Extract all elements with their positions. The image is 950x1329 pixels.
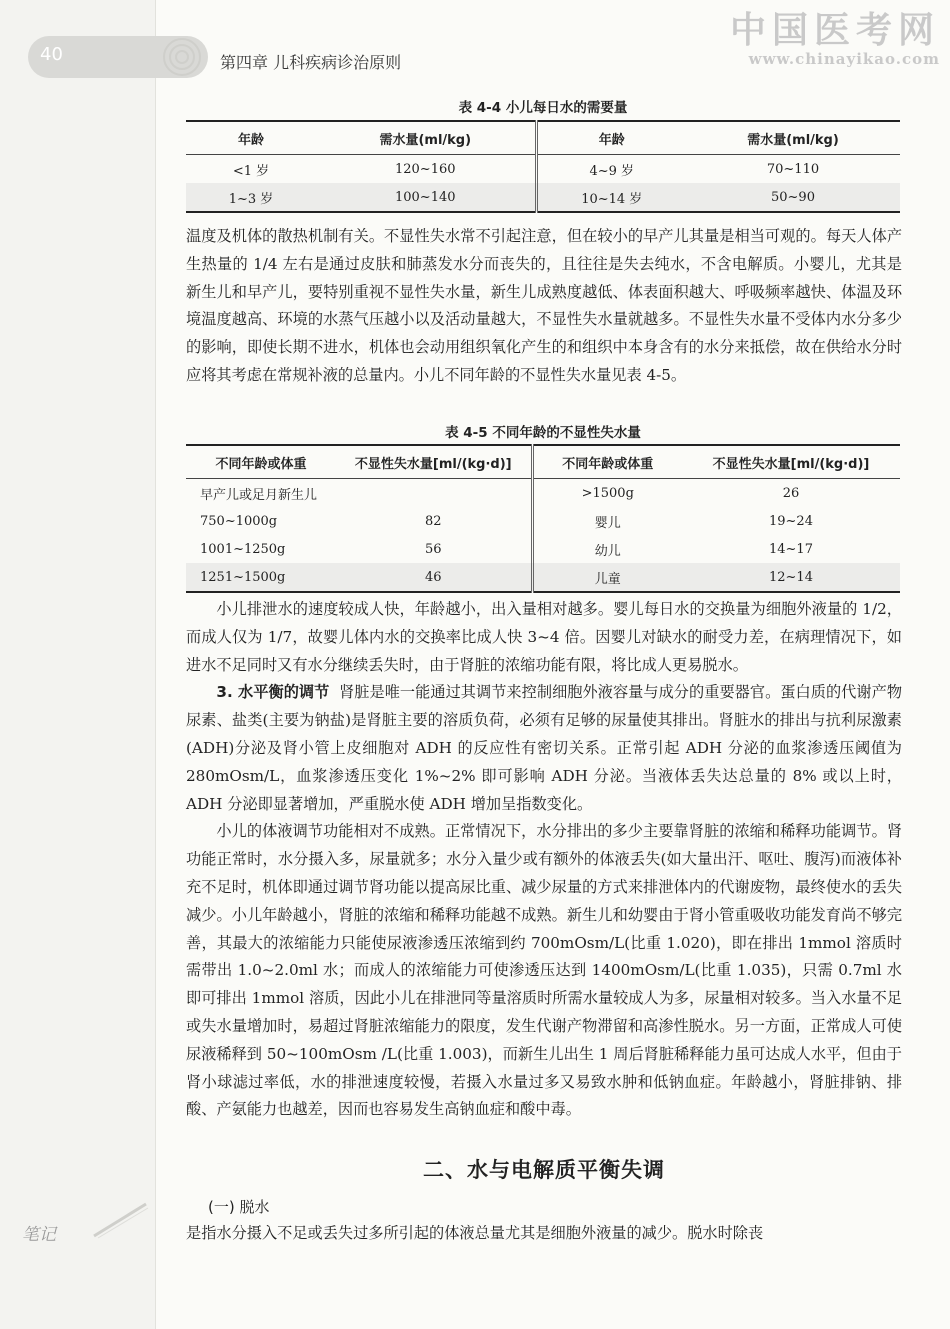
table-cell: 12~14 [682,563,900,592]
notes-margin [0,0,156,1329]
body-paragraph-block-3 [186,1220,902,1248]
body-paragraph-block-1 [186,223,902,390]
table-cell [336,479,532,508]
table-cell: 1001~1250g [200,541,286,557]
table-cell: >1500g [532,479,682,508]
header-cell: 不同年龄或体重 [186,445,336,479]
table-header-row [186,445,900,479]
table-cell: <1 岁 [232,163,270,179]
table-cell: 19~24 [769,513,813,529]
watermark-chinese: 中国医考网 [729,9,940,51]
header-cell: 不显性失水量[ml/(kg·d)] [336,445,532,479]
header-cell: 年龄 [536,121,686,155]
header-cell: 年龄 [186,121,316,155]
table-cell: 婴儿 [532,507,682,535]
header-cell: 不同年龄或体重 [532,445,682,479]
table-cell: 70~110 [766,161,820,177]
table-cell: 750~1000g [200,513,278,529]
table-cell: 46 [336,563,532,592]
paragraph-water-balance [186,679,902,818]
watermark-url: www.chinayikao.com [748,50,940,68]
table-cell: 82 [424,513,442,529]
header-cell: 需水量(ml/kg) [686,121,900,155]
table-row [186,507,900,535]
table-cell: 1~3 岁 [186,183,316,212]
body-paragraph-block-2 [186,596,902,1124]
paragraph-body: 肾脏是唯一能通过其调节来控制细胞外液容量与成分的重要器官。蛋白质的代谢产物尿素、盐类(主要为钠盐)是肾脏主要的溶质负荷，必须有足够的尿量使其排出。肾脏水的排出与抗利尿激素(ADH)分泌及肾小管上皮细胞对 ADH 的反应性有密切关系。正常引起 ADH 分泌的血浆渗透压阈值为 280mOsm/L，血浆渗透压变化 1%~2% 即可影响 ADH 分泌。当液体丢失达总量的 8% 或以上时，ADH 分泌即显著增加，严重脱水使 ADH 增加呈指数变化。 [186,683,903,813]
paragraph: 是指水分摄入不足或丢失过多所引起的体液总量尤其是细胞外液量的减少。脱水时除丧 [186,1224,764,1242]
header-cell: 不显性失水量[ml/(kg·d)] [682,445,900,479]
margin-notes-label: 笔记 [22,1225,56,1245]
table-cell: 4~9 岁 [536,155,686,184]
table-cell: 56 [424,541,442,557]
table-cell: 120~160 [394,161,456,177]
table-cell: 100~140 [316,183,536,212]
table-cell: 儿童 [532,563,682,592]
paragraph: 小儿的体液调节功能相对不成熟。正常情况下，水分排出的多少主要靠肾脏的浓缩和稀释功能调节。肾功能正常时，水分摄入多，尿量就多；水分入量少或有额外的体液丢失(如大量出汗、呕吐、腹泻)而液体补充不足时，机体即通过调节肾功能以提高尿比重、减少尿量的方式来排泄体内的代谢废物，最终使水的丢失减少。小儿年龄越小，肾脏的浓缩和稀释功能越不成熟。新生儿和幼婴由于肾小管重吸收功能发育尚不够完善，其最大的浓缩能力只能使尿液渗透压浓缩到约 700mOsm/L(比重 1.020)，即在排出 1mmol 溶质时需带出 1.0~2.0ml 水；而成人的浓缩能力可使渗透压达到 1400mOsm/L(比重 1.035)，只需 0.7ml 水即可排出 1mmol 溶质，因此小儿在排泄同等量溶质时所需水量较成人为多，尿量相对较多。当入水量不足或失水量增加时，易超过肾脏浓缩能力的限度，发生代谢产物滞留和高渗性脱水。另一方面，正常成人可使尿液稀释到 50~100mOsm /L(比重 1.003)，而新生儿出生 1 周后肾脏稀释能力虽可达成人水平，但由于肾小球滤过率低，水的排泄速度较慢，若摄入水量过多又易致水肿和低钠血症。年龄越小，肾脏排钠、排酸、产氨能力也越差，因而也容易发生高钠血症和酸中毒。 [186,822,902,1119]
paragraph: 小儿排泄水的速度较成人快，年龄越小，出入量相对越多。婴儿每日水的交换量为细胞外液量的 1/2，而成人仅为 1/7，故婴儿体内水的交换率比成人快 3~4 倍。因婴儿对缺水的耐受力差，在病理情况下，如进水不足同时又有水分继续丢失时，由于肾脏的浓缩功能有限，将比成人更易脱水。 [186,600,902,674]
table-cell: 幼儿 [532,535,682,563]
section-heading: 二、水与电解质平衡失调 [423,1157,665,1182]
pen-icon [90,1200,150,1240]
table-cell: 50~90 [686,183,900,212]
table-row [186,183,900,212]
table-cell: 10~14 岁 [536,183,686,212]
table-cell: 14~17 [769,541,813,557]
table-4-4-caption: 表 4-4 小儿每日水的需要量 [458,100,628,116]
chapter-title: 第四章 儿科疾病诊治原则 [220,53,402,72]
paragraph-lead: 3. 水平衡的调节 [216,683,330,702]
paragraph: 温度及机体的散热机制有关。不显性失水常不引起注意，但在较小的早产儿其量是相当可观的。每天人体产生热量的 1/4 左右是通过皮肤和肺蒸发水分而丧失的，且往往是失去纯水，不含电解质。小婴儿，尤其是新生儿和早产儿，要特别重视不显性失水量，新生儿成熟度越低、体表面积越大、呼吸频率越快、体温及环境温度越高、环境的水蒸气压越小以及活动量越大，不显性失水量就越多。不显性失水量不受体内水分多少的影响，即使长期不进水，机体也会动用组织氧化产生的和组织中本身含有的水分来抵偿，故在供给水分时应将其考虑在常规补液的总量内。小儿不同年龄的不显性失水量见表 4-5。 [186,227,902,384]
table-cell: 早产儿或足月新生儿 [200,487,318,503]
table-row [186,479,900,508]
table-cell: 26 [782,485,800,501]
table-row [186,155,900,184]
table-cell: 1251~1500g [186,563,336,592]
header-cell: 需水量(ml/kg) [316,121,536,155]
table-header-row [186,121,900,155]
table-4-4 [186,120,900,213]
page-number: 40 [40,44,63,65]
table-4-5-caption: 表 4-5 不同年龄的不显性失水量 [445,425,641,441]
table-4-5 [186,444,900,593]
watermark [730,10,940,68]
swirl-logo-icon [160,35,204,79]
table-row [186,535,900,563]
table-row [186,563,900,592]
subsection-heading: (一) 脱水 [208,1198,270,1216]
